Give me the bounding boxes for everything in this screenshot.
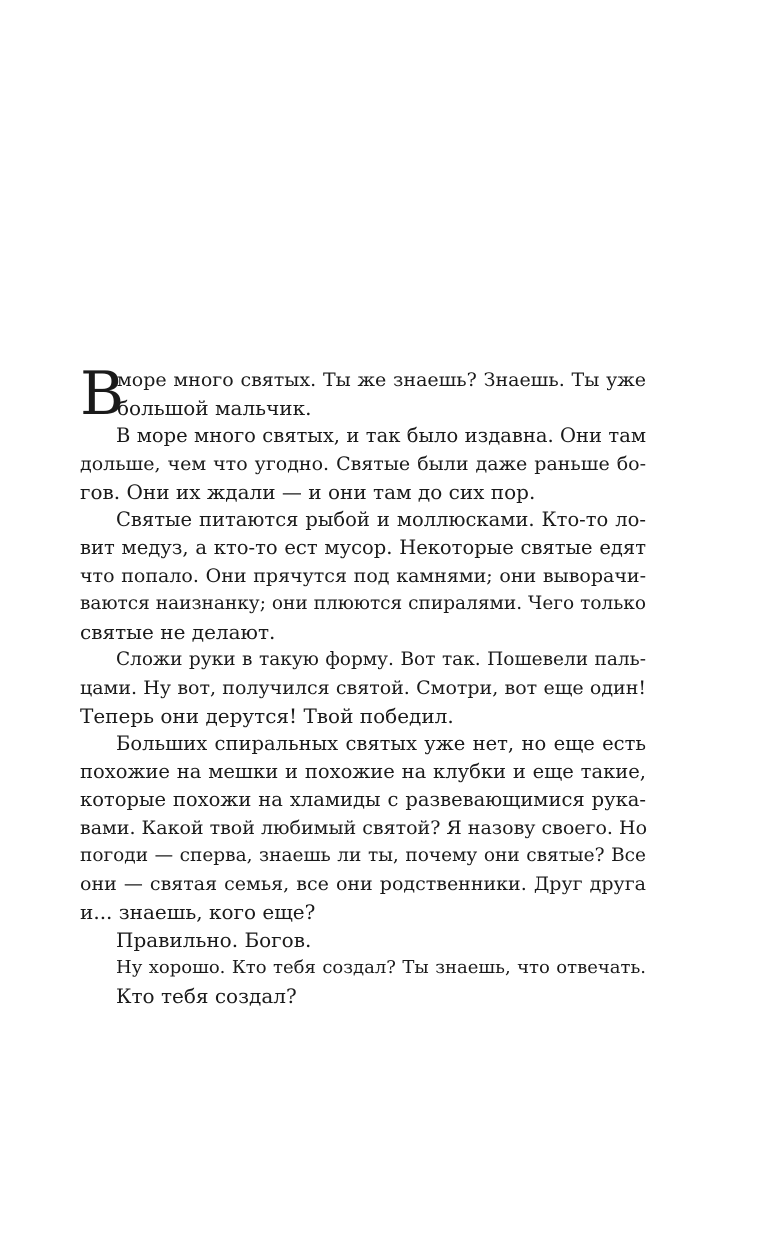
text-line: Правильно. Богов.	[116, 928, 312, 952]
text-line: похожие на мешки и похожие на клубки и еще такие,	[80, 760, 646, 783]
body-text	[80, 359, 648, 1010]
text-line: море много святых. Ты же знаешь? Знаешь. Ты уже	[117, 369, 646, 391]
text-line: дольше, чем что угодно. Святые были даже раньше бо-	[80, 453, 646, 475]
text-line: Кто тебя создал?	[116, 984, 297, 1008]
text-line: погоди — сперва, знаешь ли ты, почему они святые? Все	[80, 845, 646, 866]
drop-cap: В	[80, 359, 125, 429]
text-line: ваются наизнанку; они плюются спиралями. Чего только	[80, 593, 646, 614]
text-line: вами. Какой твой любимый святой? Я назову своего. Но	[80, 817, 648, 839]
text-line: большой мальчик.	[117, 396, 312, 420]
text-line: они — святая семья, все они родственники. Друг друга	[80, 873, 646, 895]
text-line: вит медуз, а кто-то ест мусор. Некоторые святые едят	[80, 536, 646, 559]
text-line: цами. Ну вот, получился святой. Смотри, вот еще один!	[80, 677, 646, 699]
text-line: которые похожи на хламиды с развевающимися рука-	[80, 788, 646, 811]
text-line: святые не делают.	[80, 620, 276, 644]
text-line: В море много святых, и так было издавна. Они там	[116, 424, 646, 447]
text-line: Ну хорошо. Кто тебя создал? Ты знаешь, что отвечать.	[116, 957, 646, 978]
text-line: Больших спиральных святых уже нет, но еще есть	[116, 732, 646, 755]
text-line: и... знаешь, кого еще?	[80, 900, 316, 924]
text-line: что попало. Они прячутся под камнями; они выворачи-	[80, 565, 646, 587]
text-line: Теперь они дерутся! Твой победил.	[80, 704, 454, 728]
text-line: Святые питаются рыбой и моллюсками. Кто-то ло-	[116, 508, 646, 531]
text-line: Сложи руки в такую форму. Вот так. Пошевели паль-	[116, 649, 646, 670]
text-line: гов. Они их ждали — и они там до сих пор.	[80, 480, 536, 504]
